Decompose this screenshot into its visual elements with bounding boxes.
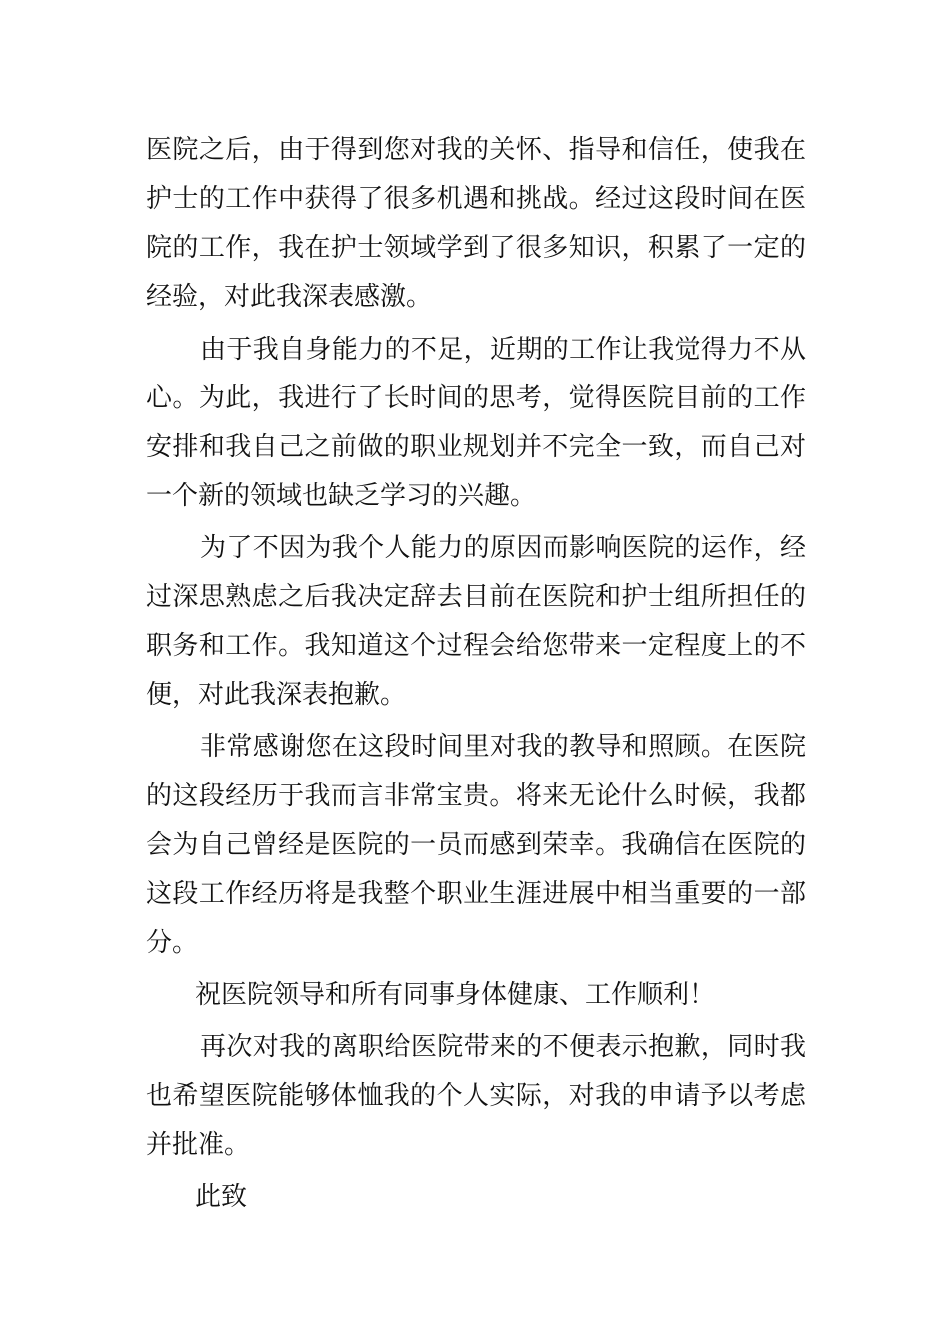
text-line: [0, 325, 950, 375]
text-line-content: 并批准。: [146, 1130, 251, 1160]
text-line: [0, 670, 950, 720]
text-line-content: 由于我自身能力的不足，近期的工作让我觉得力不从: [200, 335, 806, 365]
text-line: [0, 1120, 950, 1170]
text-line: [0, 771, 950, 821]
text-line-content: 护士的工作中获得了很多机遇和挑战。经过这段时间在医: [146, 184, 806, 214]
text-line: [0, 918, 950, 968]
text-line: [0, 970, 950, 1020]
text-line-content: 医院之后，由于得到您对我的关怀、指导和信任，使我在: [146, 135, 806, 165]
text-line: [0, 125, 950, 175]
text-line-content: 便，对此我深表抱歉。: [146, 680, 407, 710]
text-line: [0, 272, 950, 322]
text-line: [0, 1172, 950, 1222]
text-line: [0, 1071, 950, 1121]
text-line: [0, 174, 950, 224]
text-line-content: 的这段经历于我而言非常宝贵。将来无论什么时候，我都: [146, 781, 806, 811]
text-line-content: 一个新的领域也缺乏学习的兴趣。: [146, 481, 537, 511]
text-line-content: 院的工作，我在护士领域学到了很多知识，积累了一定的: [146, 233, 806, 263]
text-line-content: 过深思熟虑之后我决定辞去目前在医院和护士组所担任的: [146, 582, 806, 612]
text-line-content: 非常感谢您在这段时间里对我的教导和照顾。在医院: [200, 732, 806, 762]
text-line: [0, 572, 950, 622]
text-line: [0, 471, 950, 521]
text-line: [0, 373, 950, 423]
text-line: [0, 1022, 950, 1072]
text-line: [0, 223, 950, 273]
text-line-content: 会为自己曾经是医院的一员而感到荣幸。我确信在医院的: [146, 830, 806, 860]
text-line: [0, 869, 950, 919]
text-line-content: 分。: [146, 928, 199, 958]
text-line-content: 安排和我自己之前做的职业规划并不完全一致，而自己对: [146, 432, 806, 462]
text-line: [0, 722, 950, 772]
text-line: [0, 523, 950, 573]
text-line-content: 这段工作经历将是我整个职业生涯进展中相当重要的一部: [146, 879, 806, 909]
text-line: [0, 621, 950, 671]
text-line-content: 也希望医院能够体恤我的个人实际，对我的申请予以考虑: [146, 1081, 806, 1111]
text-line-content: 职务和工作。我知道这个过程会给您带来一定程度上的不: [146, 631, 806, 661]
text-line-content: 祝医院领导和所有同事身体健康、工作顺利！: [195, 980, 716, 1010]
text-line-content: 为了不因为我个人能力的原因而影响医院的运作，经: [200, 533, 806, 563]
text-line: [0, 820, 950, 870]
text-line-content: 心。为此，我进行了长时间的思考，觉得医院目前的工作: [146, 383, 806, 413]
text-line-content: 再次对我的离职给医院带来的不便表示抱歉，同时我: [200, 1032, 806, 1062]
text-line: [0, 422, 950, 472]
text-line-content: 经验，对此我深表感激。: [146, 282, 433, 312]
text-line-content: 此致: [195, 1182, 248, 1212]
